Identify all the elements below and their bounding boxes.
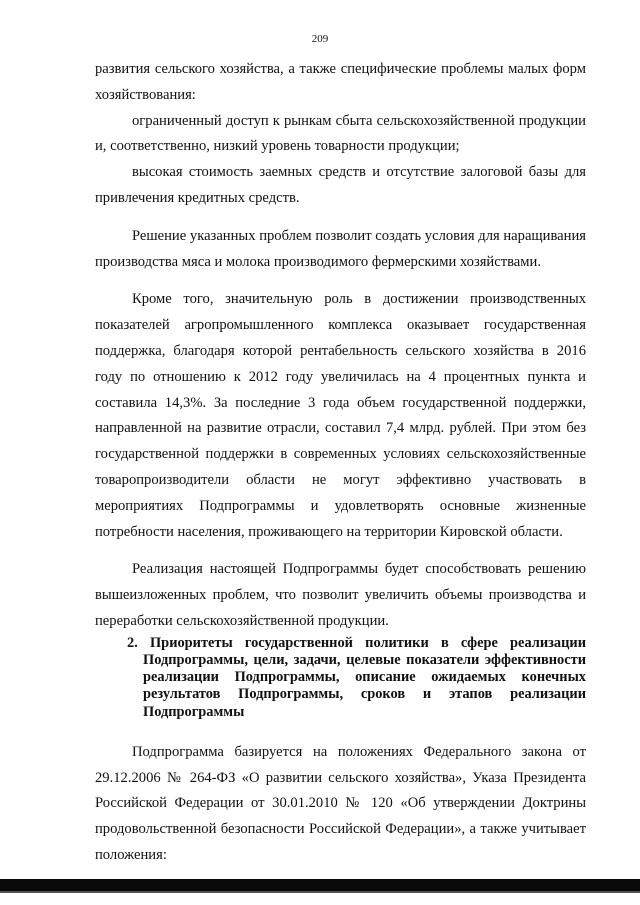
paragraph: Кроме того, значительную роль в достижении производственных показателей агропромышленного комплекса оказывает государственная поддержка, благодаря которой рентабельность сельского хозяйства в 2016 году по отношению к 2012 году увеличилась на 4 процентных пункта и составила 14,3%. За последние 3 года объем государственной поддержки, направленной на развитие отрасли, составил 7,4 млрд. рублей. При этом без государственной поддержки в современных условиях сельскохозяйственные товаропроизводители области не могут эффективно участвовать в мероприятиях Подпрограммы и удовлетворять основные жизненные потребности населения, проживающего на территории Кировской области. bbox=[95, 291, 586, 540]
document-body bbox=[95, 57, 586, 869]
paragraph: ограниченный доступ к рынкам сбыта сельскохозяйственной продукции и, соответственно, низкий уровень товарности продукции; bbox=[95, 112, 586, 155]
scan-edge-shadow bbox=[0, 891, 640, 893]
paragraph: Подпрограмма базируется на положениях Федерального закона от 29.12.2006 № 264-ФЗ «О развитии сельского хозяйства», Указа Президента Российской Федерации от 30.01.2010 № 120 «Об утверждении Доктрины продовольственной безопасности Российской Федерации», а также учитывает положения: bbox=[95, 743, 586, 863]
paragraph: высокая стоимость заемных средств и отсутствие залоговой базы для привлечения кредитных средств. bbox=[95, 164, 586, 206]
paragraph: Реализация настоящей Подпрограммы будет способствовать решению вышеизложенных проблем, что позволит увеличить объемы производства и переработки сельскохозяйственной продукции. bbox=[95, 561, 586, 629]
page-number: 209 bbox=[311, 33, 329, 45]
section-heading: 2. Приоритеты государственной политики в сфере реализации Подпрограммы, цели, задачи, целевые показатели эффективности реализации Подпрограммы, описание ожидаемых конечных результатов Подпрограммы, сроков и этапов реализации Подпрограммы bbox=[127, 634, 586, 720]
scan-edge-bar bbox=[0, 879, 640, 891]
paragraph: Решение указанных проблем позволит создать условия для наращивания производства мяса и молока производимого фермерскими хозяйствами. bbox=[95, 227, 586, 270]
paragraph: развития сельского хозяйства, а также специфические проблемы малых форм хозяйствования: bbox=[95, 61, 586, 103]
